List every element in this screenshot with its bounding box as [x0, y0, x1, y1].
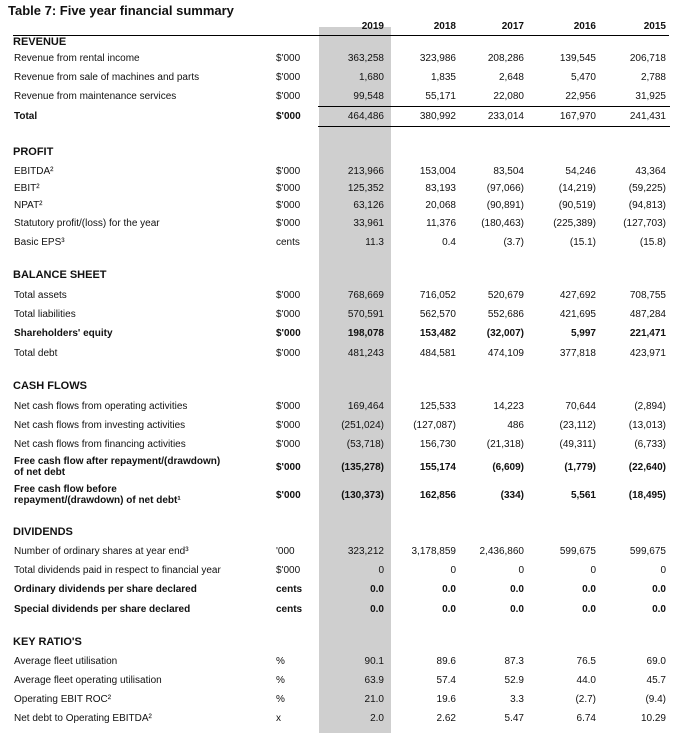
- value-cell: 0.0: [442, 584, 456, 595]
- value-cell: 0.0: [510, 604, 524, 615]
- row-label: PROFIT: [13, 146, 54, 158]
- table-row: [0, 543, 697, 561]
- value-cell: 481,243: [347, 348, 384, 359]
- value-cell: 0.0: [370, 604, 384, 615]
- table-row: [0, 345, 697, 363]
- value-cell: 377,818: [559, 348, 596, 359]
- table-row: [0, 163, 697, 181]
- value-cell: (180,463): [481, 218, 524, 229]
- value-cell: 486: [507, 420, 524, 431]
- value-cell: 44.0: [576, 675, 596, 686]
- row-label: Total liabilities: [14, 309, 76, 320]
- section-heading-balance-sheet: [0, 266, 697, 284]
- row-label: Average fleet utilisation: [14, 656, 118, 667]
- value-cell: 76.5: [576, 656, 596, 667]
- table-row: [0, 453, 697, 483]
- value-cell: 162,856: [419, 490, 456, 501]
- value-cell: 6.74: [576, 713, 596, 724]
- unit-cell: $'000: [276, 401, 301, 412]
- row-label: BALANCE SHEET: [13, 269, 107, 281]
- value-cell: 0: [518, 565, 524, 576]
- table-row: [0, 180, 697, 198]
- value-cell: 427,692: [559, 290, 596, 301]
- value-cell: 323,986: [419, 53, 456, 64]
- year-header: 2016: [573, 21, 596, 32]
- unit-cell: $'000: [276, 309, 301, 320]
- value-cell: 0: [450, 565, 456, 576]
- table-row: [0, 215, 697, 233]
- value-cell: 474,109: [487, 348, 524, 359]
- value-cell: 63.9: [364, 675, 384, 686]
- value-cell: 3,178,859: [411, 546, 456, 557]
- total-top-rule: [318, 106, 670, 107]
- unit-cell: cents: [276, 604, 303, 615]
- value-cell: (251,024): [341, 420, 384, 431]
- value-cell: (90,891): [486, 200, 524, 211]
- value-cell: 5,470: [570, 72, 596, 83]
- table-title: Table 7: Five year financial summary: [8, 3, 234, 18]
- unit-cell: $'000: [276, 420, 301, 431]
- value-cell: 43,364: [635, 166, 666, 177]
- value-cell: 10.29: [640, 713, 666, 724]
- row-label: Ordinary dividends per share declared: [14, 584, 197, 595]
- value-cell: 213,966: [347, 166, 384, 177]
- value-cell: 5,997: [570, 328, 596, 339]
- value-cell: 11.3: [365, 237, 384, 248]
- value-cell: 363,258: [347, 53, 384, 64]
- value-cell: 125,352: [347, 183, 384, 194]
- value-cell: (22,640): [628, 462, 666, 473]
- value-cell: 22,956: [565, 91, 596, 102]
- value-cell: 169,464: [347, 401, 384, 412]
- row-label: KEY RATIO'S: [13, 636, 82, 648]
- total-row: [0, 108, 697, 126]
- value-cell: 125,533: [419, 401, 456, 412]
- value-cell: 233,014: [487, 111, 524, 122]
- table-row: [0, 417, 697, 435]
- row-label: EBITDA²: [14, 166, 54, 177]
- value-cell: 562,570: [419, 309, 456, 320]
- value-cell: 14,223: [493, 401, 524, 412]
- value-cell: 0: [590, 565, 596, 576]
- value-cell: 0.0: [582, 584, 596, 595]
- value-cell: 83,504: [493, 166, 524, 177]
- table-row: [0, 436, 697, 454]
- row-label: Operating EBIT ROC²: [14, 694, 112, 705]
- value-cell: 0: [378, 565, 384, 576]
- year-header: 2019: [361, 21, 384, 32]
- value-cell: 0.0: [652, 584, 666, 595]
- value-cell: 90.1: [364, 656, 384, 667]
- row-label: Net cash flows from operating activities: [14, 401, 188, 412]
- value-cell: 2.0: [370, 713, 384, 724]
- table-row: [0, 69, 697, 87]
- table-row: [0, 562, 697, 580]
- row-label: Revenue from maintenance services: [14, 91, 177, 102]
- table-row: [0, 691, 697, 709]
- value-cell: 52.9: [504, 675, 524, 686]
- value-cell: (2,894): [634, 401, 666, 412]
- value-cell: 19.6: [436, 694, 456, 705]
- value-cell: (13,013): [628, 420, 666, 431]
- value-cell: 421,695: [559, 309, 596, 320]
- row-label: Revenue from sale of machines and parts: [14, 72, 200, 83]
- value-cell: 0.0: [652, 604, 666, 615]
- unit-cell: '000: [276, 546, 295, 557]
- value-cell: (3.7): [503, 237, 524, 248]
- value-cell: (130,373): [341, 490, 384, 501]
- value-cell: 768,669: [347, 290, 384, 301]
- value-cell: 323,212: [347, 546, 384, 557]
- value-cell: (135,278): [341, 462, 384, 473]
- year-header: 2017: [501, 21, 524, 32]
- value-cell: (94,813): [628, 200, 666, 211]
- row-label: Statutory profit/(loss) for the year: [14, 218, 160, 229]
- section-heading-key-ratios: [0, 633, 697, 651]
- unit-cell: $'000: [276, 111, 301, 122]
- value-cell: 0.0: [442, 604, 456, 615]
- row-label: Total debt: [14, 348, 58, 359]
- value-cell: 221,471: [629, 328, 666, 339]
- row-label: DIVIDENDS: [13, 526, 73, 538]
- value-cell: (15.1): [569, 237, 596, 248]
- value-cell: (127,087): [413, 420, 456, 431]
- value-cell: 0.0: [370, 584, 384, 595]
- value-cell: 206,718: [629, 53, 666, 64]
- table-row: [0, 287, 697, 305]
- value-cell: 45.7: [646, 675, 666, 686]
- row-label: Special dividends per share declared: [14, 604, 191, 615]
- row-label: Net cash flows from financing activities: [14, 439, 186, 450]
- unit-cell: $'000: [276, 328, 301, 339]
- value-cell: (49,311): [559, 439, 596, 450]
- value-cell: (97,066): [486, 183, 524, 194]
- value-cell: 87.3: [504, 656, 524, 667]
- unit-cell: $'000: [276, 439, 301, 450]
- row-label: Net cash flows from investing activities: [14, 420, 186, 431]
- table-row: [0, 653, 697, 671]
- year-header: 2015: [643, 21, 666, 32]
- value-cell: 198,078: [347, 328, 384, 339]
- row-label: Total assets: [14, 290, 67, 301]
- value-cell: 208,286: [487, 53, 524, 64]
- value-cell: 2,788: [640, 72, 666, 83]
- value-cell: 21.0: [364, 694, 384, 705]
- row-label: Total: [14, 111, 38, 122]
- unit-cell: $'000: [276, 72, 301, 83]
- row-label: Number of ordinary shares at year end³: [14, 546, 189, 557]
- value-cell: 33,961: [353, 218, 384, 229]
- value-cell: 22,080: [493, 91, 524, 102]
- value-cell: 708,755: [629, 290, 666, 301]
- row-label: Shareholders' equity: [14, 328, 113, 339]
- unit-cell: %: [276, 656, 285, 667]
- value-cell: (90,519): [558, 200, 596, 211]
- value-cell: (18,495): [628, 490, 666, 501]
- table-row: [0, 306, 697, 324]
- value-cell: 0: [660, 565, 666, 576]
- value-cell: (6,733): [634, 439, 666, 450]
- row-label: NPAT²: [14, 200, 43, 211]
- value-cell: 5.47: [504, 713, 524, 724]
- unit-cell: cents: [276, 584, 303, 595]
- value-cell: 54,246: [565, 166, 596, 177]
- value-cell: 167,970: [559, 111, 596, 122]
- value-cell: 552,686: [487, 309, 524, 320]
- section-heading-dividends: [0, 523, 697, 541]
- value-cell: 20,068: [425, 200, 456, 211]
- value-cell: 156,730: [419, 439, 456, 450]
- value-cell: 139,545: [559, 53, 596, 64]
- value-cell: (23,112): [559, 420, 596, 431]
- table-row: [0, 672, 697, 690]
- row-label: Net debt to Operating EBITDA²: [14, 713, 152, 724]
- unit-cell: $'000: [276, 462, 301, 473]
- row-label: Total dividends paid in respect to financial year: [14, 565, 221, 576]
- value-cell: (21,318): [486, 439, 524, 450]
- value-cell: 380,992: [419, 111, 456, 122]
- value-cell: 520,679: [487, 290, 524, 301]
- row-label: Free cash flow after repayment/(drawdown) of net debt: [14, 456, 221, 478]
- table-row: [0, 398, 697, 416]
- value-cell: 63,126: [353, 200, 384, 211]
- row-label: Free cash flow before repayment/(drawdown) of net debt¹: [14, 484, 181, 506]
- value-cell: 1,680: [358, 72, 384, 83]
- value-cell: 83,193: [425, 183, 456, 194]
- unit-cell: $'000: [276, 166, 301, 177]
- value-cell: 2,436,860: [479, 546, 524, 557]
- row-label: Average fleet operating utilisation: [14, 675, 162, 686]
- value-cell: (225,389): [553, 218, 596, 229]
- unit-cell: %: [276, 675, 285, 686]
- value-cell: 484,581: [419, 348, 456, 359]
- unit-cell: $'000: [276, 348, 301, 359]
- value-cell: 241,431: [629, 111, 666, 122]
- value-cell: (6,609): [492, 462, 524, 473]
- value-cell: 155,174: [419, 462, 456, 473]
- value-cell: (14,219): [558, 183, 596, 194]
- value-cell: (9.4): [645, 694, 666, 705]
- unit-cell: x: [276, 713, 281, 724]
- value-cell: 70,644: [565, 401, 596, 412]
- value-cell: 99,548: [353, 91, 384, 102]
- value-cell: 11,376: [426, 218, 456, 229]
- unit-cell: $'000: [276, 91, 301, 102]
- value-cell: 89.6: [436, 656, 456, 667]
- value-cell: (15.8): [639, 237, 666, 248]
- value-cell: 599,675: [559, 546, 596, 557]
- value-cell: 153,482: [419, 328, 456, 339]
- table-row: [0, 50, 697, 68]
- value-cell: 57.4: [436, 675, 456, 686]
- value-cell: (32,007): [486, 328, 524, 339]
- unit-cell: $'000: [276, 218, 301, 229]
- value-cell: (127,703): [623, 218, 666, 229]
- value-cell: 69.0: [646, 656, 666, 667]
- table-row: [0, 481, 697, 511]
- table-row: [0, 88, 697, 106]
- unit-cell: $'000: [276, 490, 301, 501]
- value-cell: 599,675: [629, 546, 666, 557]
- value-cell: (59,225): [628, 183, 666, 194]
- table-row: [0, 710, 697, 728]
- row-label: CASH FLOWS: [13, 380, 87, 392]
- value-cell: 464,486: [347, 111, 384, 122]
- unit-cell: $'000: [276, 290, 301, 301]
- unit-cell: $'000: [276, 183, 301, 194]
- value-cell: (1,779): [564, 462, 596, 473]
- value-cell: 153,004: [419, 166, 456, 177]
- value-cell: (53,718): [346, 439, 384, 450]
- value-cell: 2,648: [498, 72, 524, 83]
- table-row: [0, 197, 697, 215]
- row-label: Basic EPS³: [14, 237, 65, 248]
- row-label: EBIT²: [14, 183, 40, 194]
- unit-cell: $'000: [276, 53, 301, 64]
- value-cell: 0.0: [510, 584, 524, 595]
- row-label: Revenue from rental income: [14, 53, 140, 64]
- value-cell: 55,171: [425, 91, 456, 102]
- value-cell: 3.3: [510, 694, 524, 705]
- unit-cell: %: [276, 694, 285, 705]
- table-row: [0, 581, 697, 599]
- value-cell: 487,284: [629, 309, 666, 320]
- value-cell: 5,561: [570, 490, 596, 501]
- value-cell: 716,052: [419, 290, 456, 301]
- value-cell: (334): [500, 490, 524, 501]
- total-bottom-rule: [318, 126, 670, 127]
- unit-cell: cents: [276, 237, 300, 248]
- value-cell: 423,971: [629, 348, 666, 359]
- table-row: [0, 601, 697, 619]
- value-cell: 1,835: [430, 72, 456, 83]
- table-row: [0, 325, 697, 343]
- value-cell: 0.0: [582, 604, 596, 615]
- section-heading-cash-flows: [0, 377, 697, 395]
- section-heading-revenue: [0, 33, 697, 51]
- value-cell: 570,591: [347, 309, 384, 320]
- table-row: [0, 234, 697, 252]
- value-cell: (2.7): [575, 694, 596, 705]
- value-cell: 31,925: [635, 91, 666, 102]
- value-cell: 2.62: [436, 713, 456, 724]
- row-label: REVENUE: [13, 36, 67, 48]
- unit-cell: $'000: [276, 200, 301, 211]
- section-heading-profit: [0, 143, 697, 161]
- unit-cell: $'000: [276, 565, 301, 576]
- year-header: 2018: [433, 21, 456, 32]
- value-cell: 0.4: [442, 237, 456, 248]
